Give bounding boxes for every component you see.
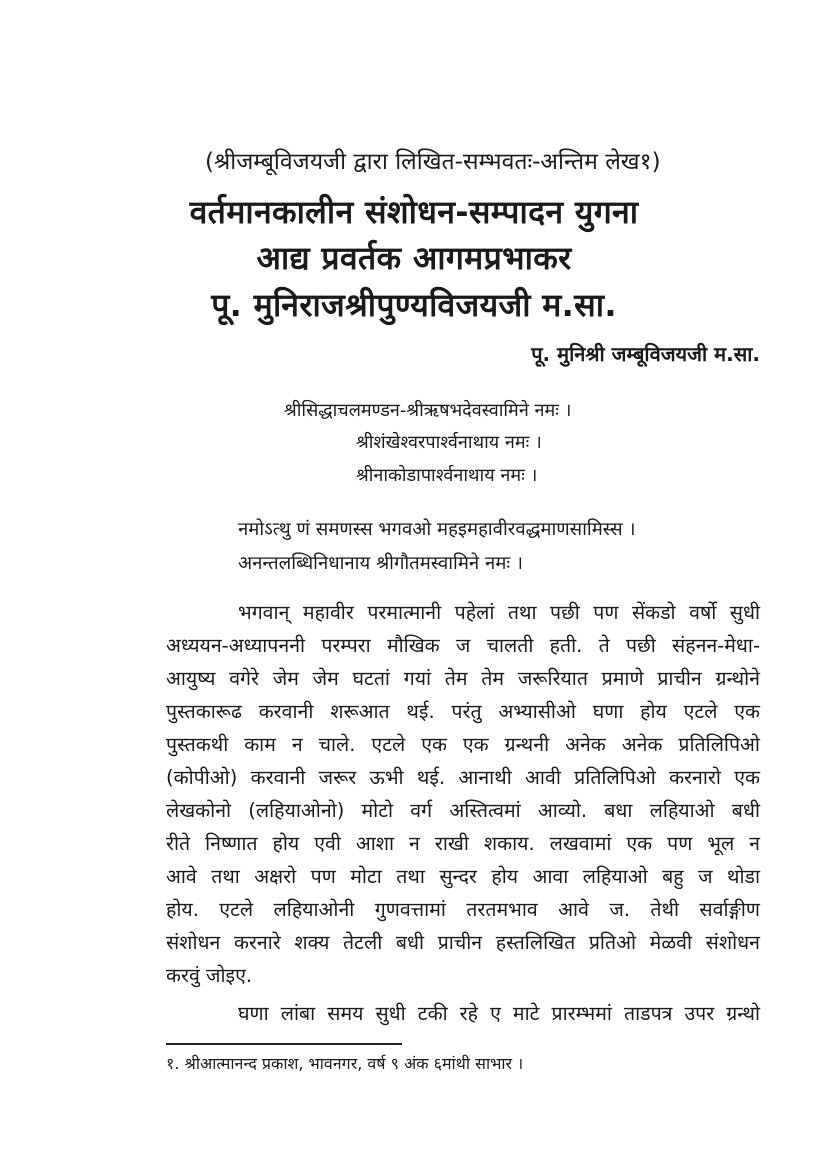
footnote-divider — [166, 1043, 402, 1045]
body-line: पुस्तकारूढ करवानी शरूआत थई. परंतु अभ्यासीओ घणा होय एटले एक — [166, 700, 760, 723]
body-line: आवे तथा अक्षरो पण मोटा तथा सुन्दर होय आवा लहियाओ बहु ज थोडा — [166, 865, 760, 888]
title-line-3: पू. मुनिराजश्रीपुण्यविजयजी म.सा. — [211, 286, 617, 324]
body-line: आयुष्य वगेरे जेम जेम घटतां गयां तेम तेम जरूरियात प्रमाणे प्राचीन ग्रन्थोने — [166, 667, 760, 690]
praise-line: नमोऽत्थु णं समणस्स भगवओ महइमहावीरवद्धमाणसामिस्स । — [238, 519, 636, 540]
praise-line: अनन्तलब्धिनिधानाय श्रीगौतमस्वामिने नमः । — [238, 553, 524, 574]
body-line: करवुं जोइए. — [166, 964, 253, 987]
footnote: १. श्रीआत्मानन्द प्रकाश, भावनगर, वर्ष ९ अंक ६मांथी साभार । — [166, 1054, 524, 1073]
author-byline: पू. मुनिश्री जम्बूविजयजी म.सा. — [531, 342, 760, 366]
invocation-line: श्रीशंखेश्वरपार्श्वनाथाय नमः । — [356, 432, 542, 453]
body-line: पुस्तकथी काम न चाले. एटले एक एक ग्रन्थनी अनेक अनेक प्रतिलिपिओ — [166, 733, 760, 756]
body-line: होय. एटले लहियाओनी गुणवत्तामां तरतमभाव आवे ज. तेथी सर्वाङ्गीण — [166, 898, 760, 921]
body-line: भगवान् महावीर परमात्मानी पहेलां तथा पछी पण सेंकडो वर्षो सुधी — [238, 601, 760, 624]
header-note: (श्रीजम्बूविजयजी द्वारा लिखित-सम्भवतः-अन्तिम लेख१) — [205, 149, 661, 175]
body-line: संशोधन करनारे शक्य तेटली बधी प्राचीन हस्तलिखित प्रतिओ मेळवी संशोधन — [166, 931, 760, 954]
invocation-line: श्रीसिद्धाचलमण्डन-श्रीऋषभदेवस्वामिने नमः । — [284, 400, 572, 421]
body-line: लेखकोनो (लहियाओनो) मोटो वर्ग अस्तित्वमां आव्यो. बधा लहियाओ बधी — [166, 799, 760, 822]
body-line: घणा लांबा समय सुधी टकी रहे ए माटे प्रारम्भमां ताडपत्र उपर ग्रन्थो — [238, 1002, 760, 1025]
body-line: रीते निष्णात होय एवी आशा न राखी शकाय. लखवामां एक पण भूल न — [166, 832, 760, 855]
body-line: अध्ययन-अध्यापननी परम्परा मौखिक ज चालती हती. ते पछी संहनन-मेधा- — [166, 634, 760, 657]
title-line-1: वर्तमानकालीन संशोधन-सम्पादन युगना — [189, 193, 639, 231]
title-line-2: आद्य प्रवर्तक आगमप्रभाकर — [256, 239, 572, 277]
body-line: (कोपीओ) करवानी जरूर ऊभी थई. आनाथी आवी प्रतिलिपिओ करनारो एक — [166, 766, 760, 789]
invocation-line: श्रीनाकोडापार्श्वनाथाय नमः । — [356, 465, 538, 486]
